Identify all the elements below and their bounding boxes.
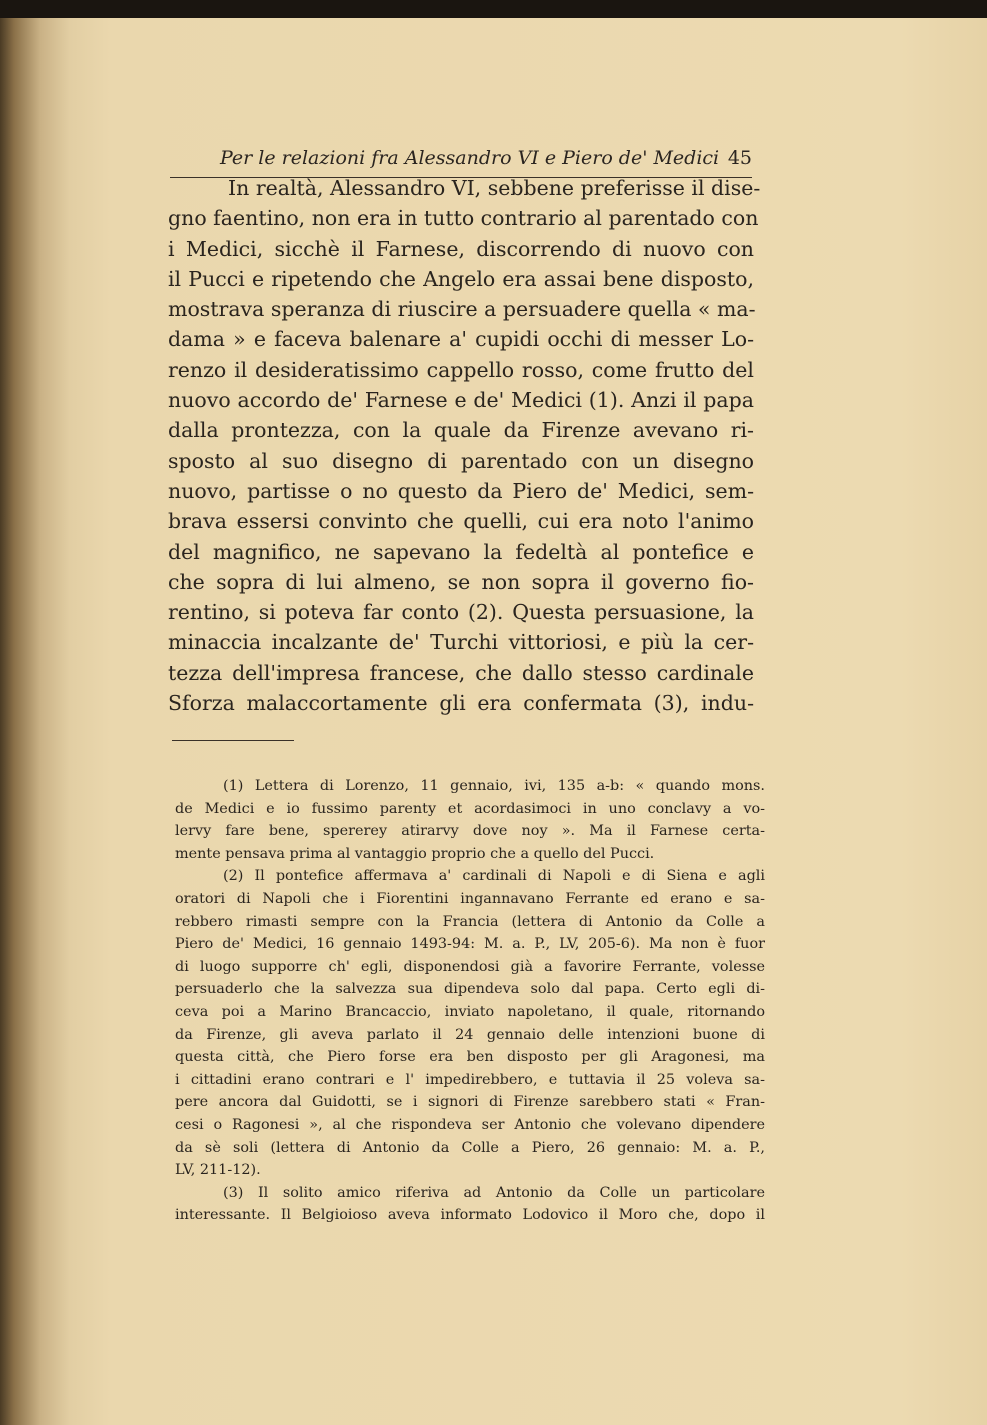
- body-line: il Pucci e ripetendo che Angelo era assai bene disposto,: [168, 266, 754, 291]
- footnote-line: LV, 211-12).: [175, 1162, 261, 1179]
- body-line: rentino, si poteva far conto (2). Questa persuasione, la: [168, 600, 754, 625]
- footnote-line: cesi o Ragonesi », al che rispondeva ser Antonio che volevano dipendere: [175, 1116, 765, 1133]
- body-line: che sopra di lui almeno, se non sopra il governo fio-: [168, 569, 754, 594]
- page-number: 45: [727, 147, 752, 169]
- footnote-line: de Medici e io fussimo parenty et acordasimoci in uno conclavy a vo-: [175, 800, 765, 817]
- footnote-separator: [172, 740, 294, 741]
- body-line: In realtà, Alessandro VI, sebbene preferisse il dise-: [228, 176, 761, 200]
- running-title: Per le relazioni fra Alessandro VI e Piero de' Medici: [220, 147, 720, 169]
- footnote-line: mente pensava prima al vantaggio proprio che a quello del Pucci.: [175, 845, 655, 862]
- body-line: dama » e faceva balenare a' cupidi occhi di messer Lo-: [168, 327, 754, 352]
- footnote-line: questa città, che Piero forse era ben disposto per gli Aragonesi, ma: [175, 1049, 765, 1066]
- footnote-line: pere ancora dal Guidotti, se i signori di Firenze sarebbero stati « Fran-: [175, 1094, 765, 1111]
- body-line: Sforza malaccortamente gli era confermata (3), indu-: [168, 691, 754, 716]
- footnote-line: Piero de' Medici, 16 gennaio 1493-94: M. a. P., LV, 205-6). Ma non è fuor: [175, 936, 765, 953]
- body-line: brava essersi convinto che quelli, cui era noto l'animo: [168, 509, 754, 534]
- body-line: nuovo, partisse o no questo da Piero de' Medici, sem-: [168, 478, 754, 503]
- body-line: i Medici, sicchè il Farnese, discorrendo di nuovo con: [168, 236, 754, 261]
- footnote-line: persuaderlo che la salvezza sua dipendeva solo dal papa. Certo egli di-: [175, 981, 765, 998]
- body-line: gno faentino, non era in tutto contrario al parentado con: [168, 206, 759, 231]
- body-line: mostrava speranza di riuscire a persuadere quella « ma-: [168, 297, 756, 322]
- footnote-line: ceva poi a Marino Brancaccio, inviato napoletano, il quale, ritornando: [175, 1003, 765, 1020]
- footnote-line: oratori di Napoli che i Fiorentini ingannavano Ferrante ed erano e sa-: [175, 890, 765, 907]
- footnote-line: (3) Il solito amico riferiva ad Antonio da Colle un particolare: [223, 1184, 765, 1201]
- footnote-line: da sè soli (lettera di Antonio da Colle a Piero, 26 gennaio: M. a. P.,: [175, 1139, 765, 1156]
- footnote-line: di luogo supporre ch' egli, disponendosi già a favorire Ferrante, volesse: [175, 958, 765, 975]
- footnote-line: rebbero rimasti sempre con la Francia (lettera di Antonio da Colle a: [175, 913, 765, 930]
- footnote-line: (2) Il pontefice affermava a' cardinali di Napoli e di Siena e agli: [223, 868, 765, 885]
- body-line: renzo il desideratissimo cappello rosso, come frutto del: [168, 357, 754, 382]
- book-page: [0, 18, 987, 1425]
- footnote-line: interessante. Il Belgioioso aveva informato Lodovico il Moro che, dopo il: [175, 1207, 765, 1224]
- body-line: tezza dell'impresa francese, che dallo stesso cardinale: [168, 660, 754, 685]
- body-line: sposto al suo disegno di parentado con un disegno: [168, 448, 754, 473]
- footnote-line: (1) Lettera di Lorenzo, 11 gennaio, ivi, 135 a-b: « quando mons.: [223, 778, 765, 794]
- footnote-line: da Firenze, gli aveva parlato il 24 gennaio delle intenzioni buone di: [175, 1026, 765, 1043]
- body-line: nuovo accordo de' Farnese e de' Medici (1). Anzi il papa: [168, 388, 754, 413]
- footnotes: [175, 775, 765, 1227]
- body-line: dalla prontezza, con la quale da Firenze avevano ri-: [168, 418, 754, 443]
- body-line: del magnifico, ne sapevano la fedeltà al pontefice e: [168, 539, 754, 564]
- footnote-line: i cittadini erano contrari e l' impedirebbero, e tuttavia il 25 voleva sa-: [175, 1071, 765, 1088]
- footnote-line: lervy fare bene, spererey atirarvy dove noy ». Ma il Farnese certa-: [175, 823, 765, 840]
- body-text: [168, 173, 761, 718]
- body-line: minaccia incalzante de' Turchi vittoriosi, e più la cer-: [168, 630, 754, 655]
